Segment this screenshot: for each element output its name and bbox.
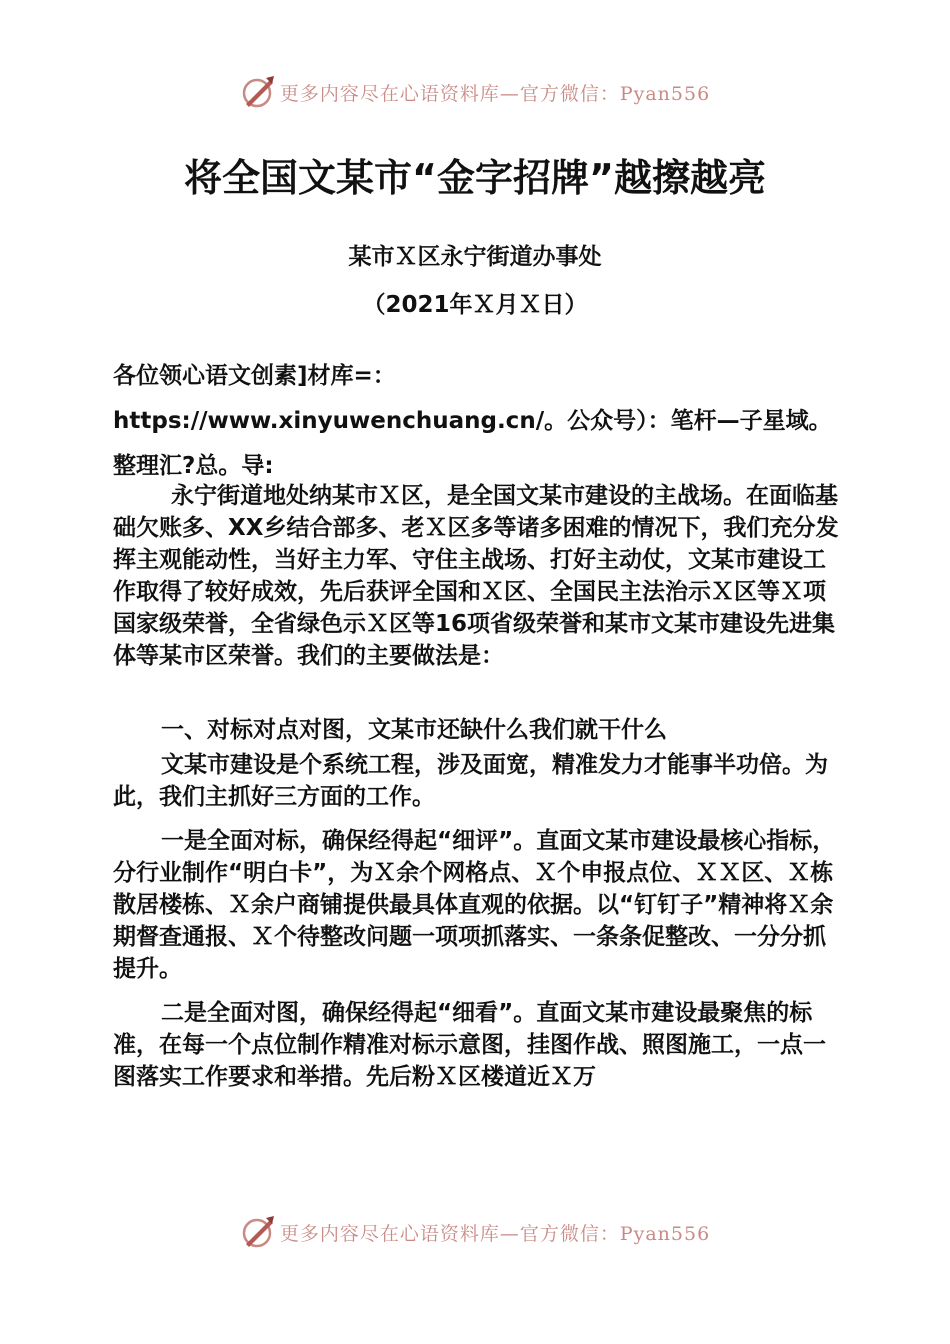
organization-line: 某市Ｘ区永宁街道办事处 [348,244,602,270]
watermark-text: 更多内容尽在心语资料库—官方微信：Pyan556 [279,1222,711,1245]
intro-paragraph: 各位领心语文创素]材库=：https://www.xinyuwenchuang.cn/。公众号）：笔杆—子星域。整理汇?总。导: [113,363,832,479]
pen-on-circle-icon [240,74,276,110]
watermark-text: 更多内容尽在心语资料库—官方微信：Pyan556 [279,82,711,105]
paragraph-4: 二是全面对图，确保经得起“细看”。直面文某市建设最聚焦的标准，在每一个点位制作精准对标示意图，挂图作战、照图施工，一点一图落实工作要求和举措。先后粉Ｘ区楼道近Ｘ万 [113,1000,826,1090]
pen-on-circle-icon [240,1214,276,1250]
header-watermark [0,72,950,112]
paragraph-1: 永宁街道地处纳某市Ｘ区，是全国文某市建设的主战场。在面临基础欠账多、XX乡结合部多、老Ｘ区多等诸多困难的情况下，我们充分发挥主观能动性，当好主力军、守住主战场、打好主动仗，文某市建设工作取得了较好成效，先后获评全国和Ｘ区、全国民主法治示Ｘ区等Ｘ项国家级荣誉，全省绿色示Ｘ区等16项省级荣誉和某市文某市建设先进集体等某市区荣誉。我们的主要做法是： [113,483,839,669]
page-title: 将全国文某市“金字招牌”越擦越亮 [184,156,766,200]
section-heading-1: 一、对标对点对图，文某市还缺什么我们就干什么 [161,717,667,743]
paragraph-3: 一是全面对标，确保经得起“细评”。直面文某市建设最核心指标，分行业制作“明白卡”，为Ｘ余个网格点、Ｘ个申报点位、ＸＸ区、Ｘ栋散居楼栋、Ｘ余户商铺提供最具体直观的依据。以“钉钉子”精神将Ｘ余期督查通报、Ｘ个待整改问题一项项抓落实、一条条促整改、一分分抓提升。 [113,828,836,982]
paragraph-2: 文某市建设是个系统工程，涉及面宽，精准发力才能事半功倍。为此，我们主抓好三方面的工作。 [113,752,828,810]
footer-watermark [0,1212,950,1252]
date-line: （2021年Ｘ月Ｘ日） [362,292,588,318]
